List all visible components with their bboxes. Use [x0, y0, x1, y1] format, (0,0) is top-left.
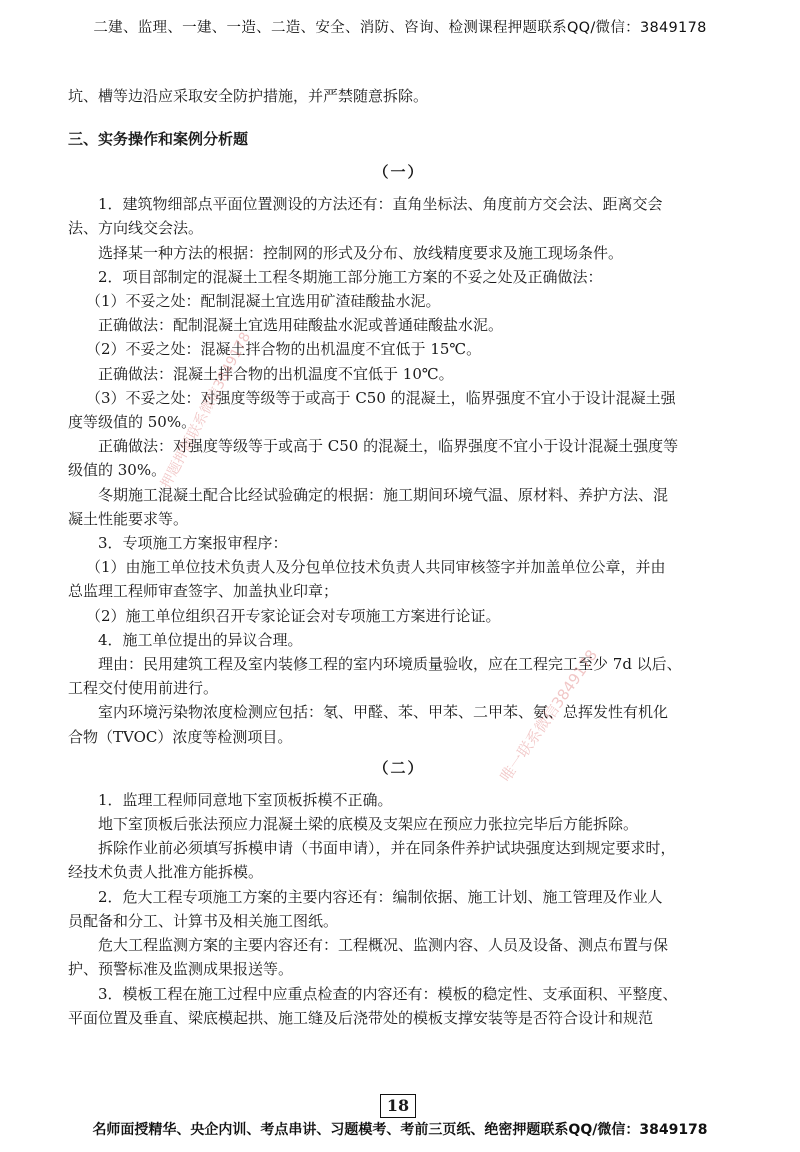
- paragraph-line: 正确做法：配制混凝土宜选用硅酸盐水泥或普通硅酸盐水泥。: [98, 316, 504, 335]
- paragraph-line: 理由：民用建筑工程及室内装修工程的室内环境质量验收，应在工程完工至少 7d 以后、: [98, 655, 682, 674]
- case1-body: [68, 192, 730, 749]
- section-title: 三、实务操作和案例分析题: [68, 130, 249, 149]
- paragraph-line: 平面位置及垂直、梁底模起拱、施工缝及后浇带处的模板支撑安装等是否符合设计和规范: [68, 1008, 654, 1027]
- watermark-right: 唯一联系微信3849178: [496, 646, 602, 786]
- page-content: [68, 84, 730, 1030]
- paragraph-line: 危大工程监测方案的主要内容还有：工程概况、监测内容、人员及设备、测点布置与保: [98, 936, 669, 955]
- paragraph-line: （2）施工单位组织召开专家论证会对专项施工方案进行论证。: [86, 606, 501, 625]
- paragraph-line: 凝土性能要求等。: [68, 509, 189, 528]
- paragraph-line: 1．建筑物细部点平面位置测设的方法还有：直角坐标法、角度前方交会法、距离交会: [98, 195, 663, 214]
- watermark-left: 押题押题联系微信3849178: [158, 329, 255, 492]
- paragraph-line: （1）不妥之处：配制混凝土宜选用矿渣硅酸盐水泥。: [86, 292, 441, 311]
- paragraph-line: 度等级值的 50%。: [68, 413, 197, 432]
- paragraph-line: 2．危大工程专项施工方案的主要内容还有：编制依据、施工计划、施工管理及作业人: [98, 887, 663, 906]
- paragraph-line: （3）不妥之处：对强度等级等于或高于 C50 的混凝土，临界强度不宜小于设计混凝土强: [86, 388, 676, 407]
- paragraph-line: 工程交付使用前进行。: [68, 679, 219, 698]
- paragraph-line: 护、预警标准及监测成果报送等。: [68, 960, 294, 979]
- paragraph-line: 员配备和分工、计算书及相关施工图纸。: [68, 911, 339, 930]
- paragraph-line: 选择某一种方法的根据：控制网的形式及分布、放线精度要求及施工现场条件。: [98, 243, 624, 262]
- paragraph-line: 室内环境污染物浓度检测应包括：氡、甲醛、苯、甲苯、二甲苯、氨、总挥发性有机化: [98, 703, 669, 722]
- paragraph-line: 3．专项施工方案报审程序：: [98, 534, 288, 553]
- paragraph-line: 正确做法：对强度等级等于或高于 C50 的混凝土，临界强度不宜小于设计混凝土强度等: [98, 437, 679, 456]
- continuation-text: 坑、槽等边沿应采取安全防护措施，并严禁随意拆除。: [68, 87, 429, 105]
- paragraph-line: 正确做法：混凝土拌合物的出机温度不宜低于 10℃。: [98, 364, 454, 383]
- bottom-banner: 名师面授精华、央企内训、考点串讲、习题模考、考前三页纸、绝密押题联系QQ/微信：3849178: [92, 1122, 708, 1138]
- paragraph-line: 2．项目部制定的混凝土工程冬期施工部分施工方案的不妥之处及正确做法：: [98, 267, 603, 286]
- paragraph-line: （2）不妥之处：混凝土拌合物的出机温度不宜低于 15℃。: [86, 340, 482, 359]
- paragraph-line: 合物（TVOC）浓度等检测项目。: [68, 727, 293, 746]
- paragraph-line: 经技术负责人批准方能拆模。: [68, 863, 264, 882]
- paragraph-line: 法、方向线交会法。: [68, 219, 204, 238]
- paragraph-line: 总监理工程师审查签字、加盖执业印章；: [68, 582, 339, 601]
- page-number: 18: [380, 1094, 416, 1118]
- paragraph-line: 4．施工单位提出的异议合理。: [98, 630, 303, 649]
- paragraph-line: 冬期施工混凝土配合比经试验确定的根据：施工期间环境气温、原材料、养护方法、混: [98, 485, 669, 504]
- top-banner: 二建、监理、一建、一造、二造、安全、消防、咨询、检测课程押题联系QQ/微信：3849178: [93, 20, 707, 36]
- paragraph-line: 拆除作业前必须填写拆模申请（书面申请），并在同条件养护试块强度达到规定要求时，: [98, 839, 676, 858]
- paragraph-line: 3．模板工程在施工过程中应重点检查的内容还有：模板的稳定性、支承面积、平整度、: [98, 984, 678, 1003]
- paragraph-line: 1．监理工程师同意地下室顶板拆模不正确。: [98, 790, 393, 809]
- paragraph-line: 地下室顶板后张法预应力混凝土梁的底模及支架应在预应力张拉完毕后方能拆除。: [98, 815, 639, 834]
- case2-title: （二）: [373, 758, 425, 777]
- paragraph-line: （1）由施工单位技术负责人及分包单位技术负责人共同审核签字并加盖单位公章，并由: [86, 558, 666, 577]
- case2-body: [68, 788, 730, 1030]
- paragraph-line: 级值的 30%。: [68, 461, 167, 480]
- case1-title: （一）: [373, 163, 425, 182]
